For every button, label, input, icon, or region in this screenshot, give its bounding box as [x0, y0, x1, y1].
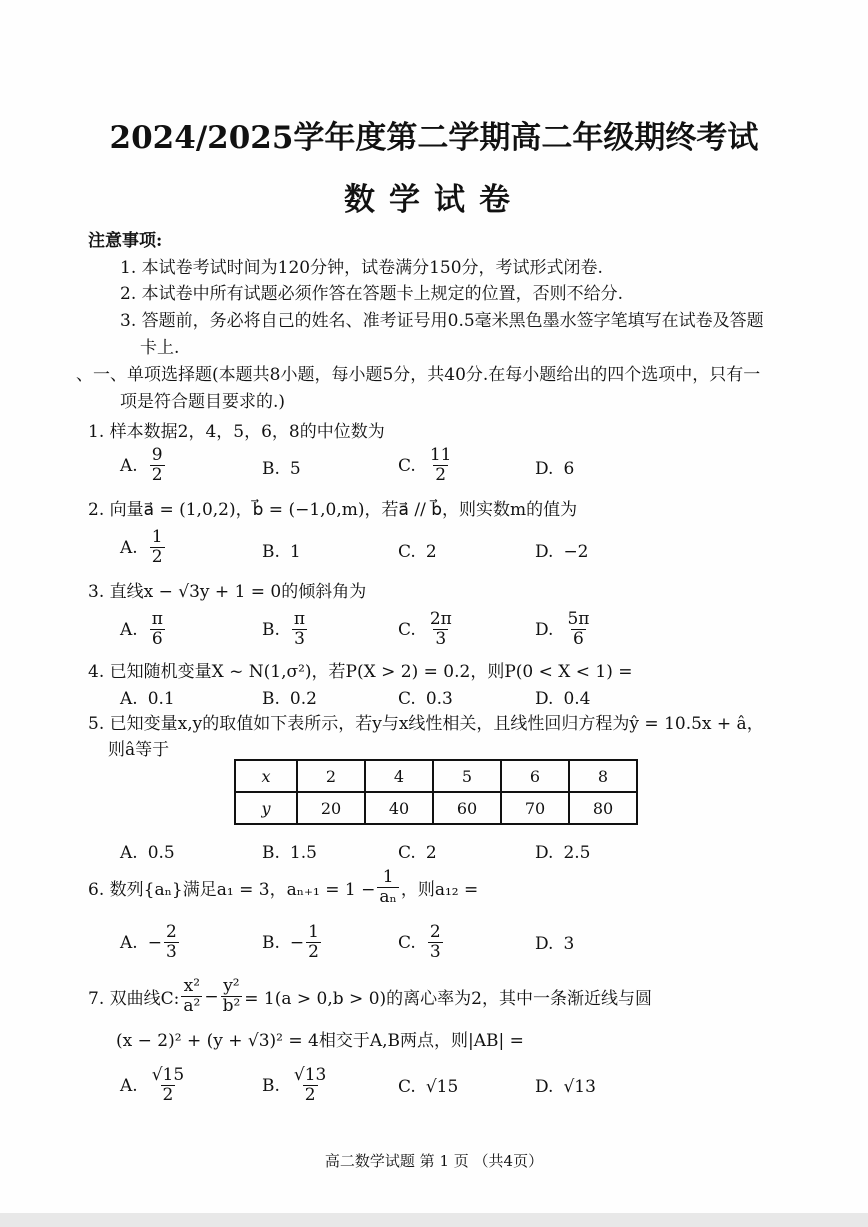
table-cell: x	[235, 760, 297, 792]
exam-subtitle: 数学试卷	[344, 182, 524, 218]
q1-option-d: D. 6	[535, 459, 575, 479]
q3-option-b	[262, 610, 309, 649]
option-label: A.	[120, 619, 138, 640]
option-label: A.	[120, 843, 138, 863]
option-label: D.	[535, 1077, 554, 1097]
q7-stem-cont: (x − 2)² + (y + √3)² = 4相交于A,B两点，则|AB| =	[116, 1031, 524, 1051]
q3-option-a	[120, 610, 167, 649]
q5-option-c: C. 2	[398, 843, 437, 863]
q2-option-a	[120, 528, 167, 567]
option-label: C.	[398, 932, 416, 953]
note-item-3: 3. 答题前，务必将自己的姓名、准考证号用0.5毫米黑色墨水签字笔填写在试卷及答题	[120, 311, 764, 331]
q4-option-b: B. 0.2	[262, 689, 317, 709]
option-label: A.	[120, 1075, 138, 1096]
q7-stem: 7. 双曲线C: $\frac{\text{x²}}{\text{a²}}$ − $\frac{\text{y²}}{\text{b²}}$ = 1(a > 0,b > 0)的离心率为2，其中一条渐近线与圆	[88, 976, 652, 1016]
option-label: C.	[398, 542, 416, 562]
fraction: $\frac{1}{2}$	[308, 922, 319, 962]
option-label: B.	[262, 619, 280, 640]
q7-option-b	[262, 1066, 330, 1105]
page-edge	[0, 1213, 868, 1227]
option-label: C.	[398, 1077, 416, 1097]
fraction: $\frac{2}{3}$	[165, 922, 177, 962]
option-label: B.	[262, 542, 280, 562]
page-footer: 高二数学试题 第 1 页 （共4页）	[324, 1152, 544, 1170]
option-label: C.	[398, 619, 416, 640]
fraction: $\frac{\pi}{3}$	[293, 609, 306, 649]
q1-option-a	[120, 446, 167, 485]
option-label: D.	[535, 689, 554, 709]
option-label: B.	[262, 932, 280, 953]
table-cell: 5	[433, 760, 501, 792]
q4-option-c: C. 0.3	[398, 689, 453, 709]
q6-option-b: B. − $\frac{1}{2}$	[262, 922, 319, 962]
q6-stem: 6. 数列{aₙ}满足a₁ = 3，aₙ₊₁ = 1 − $\frac{1}{\text{aₙ}}$ ，则a₁₂ =	[88, 867, 479, 907]
table-row	[235, 760, 637, 792]
table-cell: 20	[297, 792, 365, 824]
fraction: $\frac{√15}{2}$	[151, 1065, 185, 1105]
q5-data-table	[234, 759, 638, 825]
note-item-1: 1. 本试卷考试时间为120分钟，试卷满分150分，考试形式闭卷.	[120, 258, 603, 278]
table-cell: y	[235, 792, 297, 824]
fraction: $\frac{9}{2}$	[151, 445, 163, 485]
q3-option-d	[535, 610, 593, 649]
q5-option-d: D. 2.5	[535, 843, 591, 863]
table-cell: 2	[297, 760, 365, 792]
section-heading-cont: 项是符合题目要求的.)	[120, 392, 286, 412]
q4-option-d: D. 0.4	[535, 689, 591, 709]
option-label: A.	[120, 455, 138, 476]
table-cell: 4	[365, 760, 433, 792]
q2-stem: 2. 向量a⃗ = (1,0,2)，b⃗ = (−1,0,m)，若a⃗ // b⃗，则实数m的值为	[88, 500, 578, 520]
fraction: $\frac{\pi}{6}$	[151, 609, 163, 649]
option-label: A.	[120, 689, 138, 709]
option-label: D.	[535, 459, 554, 479]
q1-option-b: B. 5	[262, 459, 301, 479]
table-cell: 60	[433, 792, 501, 824]
fraction: $\frac{2\pi}{3}$	[429, 609, 452, 649]
fraction: $\frac{2}{3}$	[429, 922, 441, 962]
option-label: B.	[262, 1075, 280, 1096]
q2-option-c: C. 2	[398, 542, 437, 562]
q4-option-a: A. 0.1	[120, 689, 175, 709]
fraction: $\frac{\text{x²}}{\text{a²}}$	[183, 976, 201, 1016]
q6-option-d: D. 3	[535, 934, 575, 954]
table-cell: 80	[569, 792, 637, 824]
option-label: C.	[398, 843, 416, 863]
q4-stem: 4. 已知随机变量X ~ N(1,σ²)，若P(X > 2) = 0.2，则P(0 < X < 1) =	[88, 662, 633, 682]
q1-option-c	[398, 446, 455, 485]
option-label: B.	[262, 459, 280, 479]
q3-option-c	[398, 610, 456, 649]
option-label: D.	[535, 843, 554, 863]
option-label: C.	[398, 455, 416, 476]
q5-option-a: A. 0.5	[120, 843, 175, 863]
fraction: $\frac{\text{y²}}{\text{b²}}$	[222, 976, 241, 1016]
q7-option-c: C. √15	[398, 1077, 459, 1097]
table-cell: 40	[365, 792, 433, 824]
fraction: $\frac{√13}{2}$	[293, 1065, 327, 1105]
q5-stem-cont: 则â等于	[108, 740, 170, 760]
note-item-3-cont: 卡上.	[140, 338, 180, 358]
option-label: A.	[120, 537, 138, 558]
option-label: D.	[535, 934, 554, 954]
table-cell: 70	[501, 792, 569, 824]
q7-option-a	[120, 1066, 188, 1105]
option-label: B.	[262, 843, 280, 863]
q3-stem: 3. 直线x − √3y + 1 = 0的倾斜角为	[88, 582, 367, 602]
option-label: B.	[262, 689, 280, 709]
option-label: A.	[120, 932, 138, 953]
option-label: D.	[535, 619, 554, 640]
table-cell: 8	[569, 760, 637, 792]
fraction: $\frac{11}{2}$	[429, 445, 452, 485]
q6-option-c	[398, 923, 445, 962]
note-item-2: 2. 本试卷中所有试题必须作答在答题卡上规定的位置，否则不给分.	[120, 284, 624, 304]
fraction: $\frac{5\pi}{6}$	[567, 609, 590, 649]
q7-option-d: D. √13	[535, 1077, 596, 1097]
q6-option-a: A. − $\frac{2}{3}$	[120, 922, 177, 962]
q5-option-b: B. 1.5	[262, 843, 317, 863]
q2-option-d: D. −2	[535, 542, 589, 562]
notes-heading: 注意事项:	[88, 231, 163, 251]
exam-title: 2024/2025学年度第二学期高二年级期终考试	[109, 120, 759, 156]
table-cell: 6	[501, 760, 569, 792]
q5-stem: 5. 已知变量x,y的取值如下表所示，若y与x线性相关，且线性回归方程为ŷ = 10.5x + â，	[88, 714, 764, 734]
fraction: $\frac{1}{\text{aₙ}}$	[379, 867, 397, 907]
table-row	[235, 792, 637, 824]
fraction: $\frac{1}{2}$	[151, 527, 163, 567]
section-heading: 、一、单项选择题(本题共8小题，每小题5分，共40分.在每小题给出的四个选项中，只有一	[76, 365, 761, 385]
q2-option-b: B. 1	[262, 542, 301, 562]
q1-stem: 1. 样本数据2，4，5，6，8的中位数为	[88, 422, 385, 442]
option-label: C.	[398, 689, 416, 709]
option-label: D.	[535, 542, 554, 562]
